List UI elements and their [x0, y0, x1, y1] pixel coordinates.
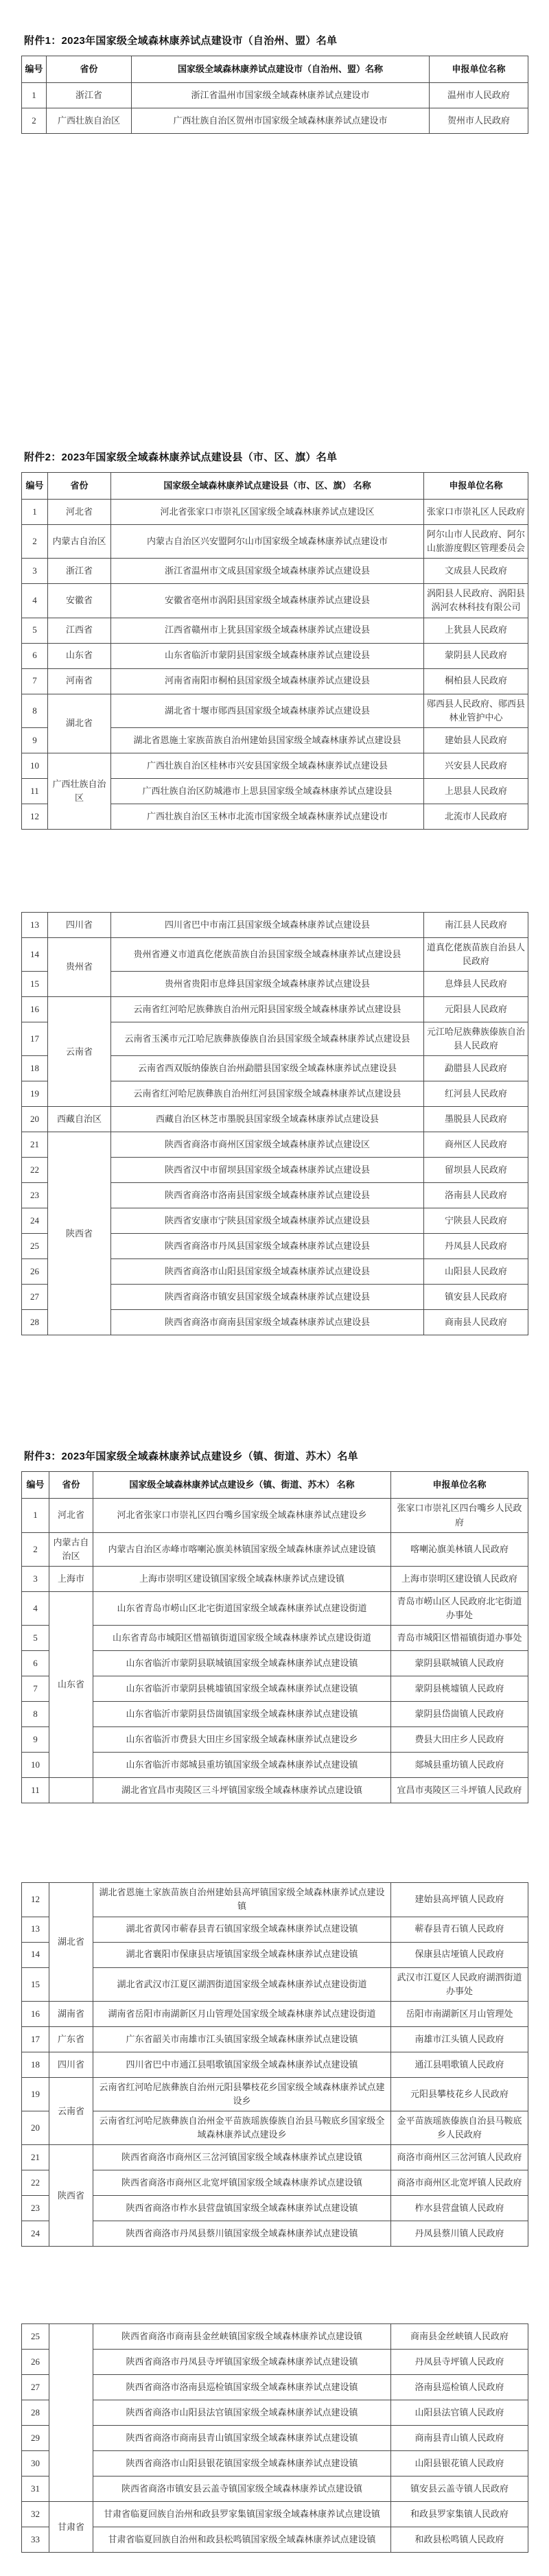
unit-name-cell: 岳阳市南湖新区月山管理处 — [391, 2001, 528, 2026]
table-row — [22, 1676, 528, 1702]
col-header-unit: 申报单位名称 — [391, 1472, 528, 1499]
table-row — [22, 1132, 528, 1158]
col-header-site-name: 国家级全域森林康养试点建设县（市、区、旗） 名称 — [111, 473, 424, 500]
unit-name-cell: 费县大田庄乡人民政府 — [391, 1727, 528, 1753]
table-row — [22, 2375, 528, 2400]
table-row — [22, 2196, 528, 2221]
unit-name-cell: 北流市人民政府 — [424, 804, 528, 829]
row-number-cell: 3 — [22, 1566, 49, 1591]
attachment2-title: 附件2：2023年国家级全域森林康养试点建设县（市、区、旗）名单 — [24, 452, 338, 463]
unit-name-cell: 蕲春县青石镇人民政府 — [391, 1917, 528, 1942]
row-number-cell: 23 — [22, 1183, 48, 1208]
site-name-cell: 云南省红河哈尼族彝族自治州元阳县国家级全域森林康养试点建设县 — [111, 997, 424, 1022]
attachment3-section-page1 — [21, 1449, 528, 1803]
table-row — [22, 1626, 528, 1651]
site-name-cell: 浙江省温州市国家级全域森林康养试点建设市 — [132, 83, 430, 108]
row-number-cell: 7 — [22, 1676, 49, 1702]
province-cell: 内蒙古自治区 — [49, 1532, 93, 1566]
col-header-unit: 申报单位名称 — [424, 473, 528, 500]
table-row — [22, 618, 528, 643]
site-name-cell: 湖北省十堰市郧西县国家级全域森林康养试点建设县 — [111, 694, 424, 727]
attachment3-table-page1 — [21, 1471, 528, 1803]
site-name-cell: 甘肃省临夏回族自治州和政县罗家集镇国家级全域森林康养试点建设镇 — [93, 2502, 391, 2527]
row-number-cell: 6 — [22, 643, 48, 668]
province-cell: 内蒙古自治区 — [48, 525, 111, 559]
table-row — [22, 2111, 528, 2145]
site-name-cell: 浙江省温州市文成县国家级全域森林康养试点建设县 — [111, 559, 424, 584]
attachment3-title: 附件3：2023年国家级全域森林康养试点建设乡（镇、街道、苏木）名单 — [24, 1451, 358, 1463]
province-cell: 广东省 — [49, 2026, 93, 2052]
province-cell: 河北省 — [49, 1499, 93, 1532]
table-row — [22, 937, 528, 971]
unit-name-cell: 和政县松鸣镇人民政府 — [391, 2527, 528, 2553]
province-cell: 河北省 — [48, 500, 111, 525]
site-name-cell: 云南省红河哈尼族彝族自治州元阳县攀枝花乡国家级全域森林康养试点建设乡 — [93, 2077, 391, 2111]
province-cell: 湖南省 — [49, 2001, 93, 2026]
row-number-cell: 11 — [22, 1778, 49, 1803]
unit-name-cell: 商洛市商州区三岔河镇人民政府 — [391, 2145, 528, 2170]
table-row — [22, 668, 528, 694]
header-row — [22, 1472, 528, 1499]
province-cell — [49, 2324, 93, 2502]
row-number-cell: 2 — [22, 525, 48, 559]
unit-name-cell: 洛南县巡检镇人民政府 — [391, 2375, 528, 2400]
unit-name-cell: 上思县人民政府 — [424, 778, 528, 804]
unit-name-cell: 保康县店垭镇人民政府 — [391, 1942, 528, 1967]
row-number-cell: 14 — [22, 937, 48, 971]
row-number-cell: 32 — [22, 2502, 49, 2527]
attachment1-table — [21, 56, 528, 134]
row-number-cell: 16 — [22, 2001, 49, 2026]
table-row — [22, 2077, 528, 2111]
col-header-province: 省份 — [48, 473, 111, 500]
table-row — [22, 2400, 528, 2426]
site-name-cell: 云南省玉溪市元江哈尼族彝族傣族自治县国家级全域森林康养试点建设县 — [111, 1022, 424, 1056]
site-name-cell: 甘肃省临夏回族自治州和政县松鸣镇国家级全域森林康养试点建设镇 — [93, 2527, 391, 2553]
attachment3-section-page3 — [21, 2323, 528, 2553]
table-row — [22, 2502, 528, 2527]
unit-name-cell: 宜昌市夷陵区三斗坪镇人民政府 — [391, 1778, 528, 1803]
row-number-cell: 30 — [22, 2451, 49, 2477]
row-number-cell: 3 — [22, 559, 48, 584]
row-number-cell: 15 — [22, 1967, 49, 2001]
unit-name-cell: 商南县人民政府 — [424, 1310, 528, 1335]
table-row — [22, 1499, 528, 1532]
province-cell: 浙江省 — [47, 83, 132, 108]
row-number-cell: 10 — [22, 1753, 49, 1778]
province-cell: 陕西省 — [49, 2145, 93, 2247]
unit-name-cell: 墨脱县人民政府 — [424, 1107, 528, 1132]
row-number-cell: 2 — [22, 1532, 49, 1566]
row-number-cell: 8 — [22, 694, 48, 727]
site-name-cell: 云南省红河哈尼族彝族自治州金平苗族瑶族傣族自治县马鞍底乡国家级全域森林康养试点建设乡 — [93, 2111, 391, 2145]
row-number-cell: 22 — [22, 1158, 48, 1183]
table-row — [22, 1778, 528, 1803]
unit-name-cell: 武汉市江夏区人民政府湖泗街道办事处 — [391, 1967, 528, 2001]
site-name-cell: 陕西省商洛市镇安县国家级全域森林康养试点建设县 — [111, 1285, 424, 1310]
row-number-cell: 15 — [22, 972, 48, 997]
row-number-cell: 10 — [22, 753, 48, 778]
table-row — [22, 2350, 528, 2375]
site-name-cell: 广西壮族自治区贺州市国家级全域森林康养试点建设市 — [132, 108, 430, 134]
province-cell: 河南省 — [48, 668, 111, 694]
unit-name-cell: 文成县人民政府 — [424, 559, 528, 584]
unit-name-cell: 镇安县人民政府 — [424, 1285, 528, 1310]
province-cell: 广西壮族自治区 — [48, 753, 111, 829]
row-number-cell: 28 — [22, 2400, 49, 2426]
province-cell: 安徽省 — [48, 584, 111, 618]
row-number-cell: 21 — [22, 1132, 48, 1158]
table-row — [22, 500, 528, 525]
table-row — [22, 1702, 528, 1727]
site-name-cell: 陕西省商洛市柞水县营盘镇国家级全域森林康养试点建设镇 — [93, 2196, 391, 2221]
row-number-cell: 20 — [22, 2111, 49, 2145]
unit-name-cell: 上犹县人民政府 — [424, 618, 528, 643]
row-number-cell: 6 — [22, 1651, 49, 1676]
province-cell: 广西壮族自治区 — [47, 108, 132, 134]
attachment3-table-page2 — [21, 1882, 528, 2247]
row-number-cell: 12 — [22, 804, 48, 829]
row-number-cell: 12 — [22, 1883, 49, 1917]
row-number-cell: 18 — [22, 1056, 48, 1081]
site-name-cell: 陕西省商洛市商南县金丝峡镇国家级全域森林康养试点建设镇 — [93, 2324, 391, 2350]
unit-name-cell: 息烽县人民政府 — [424, 972, 528, 997]
table-row — [22, 2001, 528, 2026]
site-name-cell: 陕西省商洛市商州区北宽坪镇国家级全域森林康养试点建设镇 — [93, 2170, 391, 2196]
row-number-cell: 24 — [22, 1208, 48, 1234]
row-number-cell: 23 — [22, 2196, 49, 2221]
unit-name-cell: 青岛市城阳区惜福镇街道办事处 — [391, 1626, 528, 1651]
site-name-cell: 湖南省岳阳市南湖新区月山管理处国家级全域森林康养试点建设街道 — [93, 2001, 391, 2026]
unit-name-cell: 丹凤县蔡川镇人民政府 — [391, 2221, 528, 2247]
unit-name-cell: 商南县金丝峡镇人民政府 — [391, 2324, 528, 2350]
row-number-cell: 29 — [22, 2426, 49, 2451]
site-name-cell: 内蒙古自治区赤峰市喀喇沁旗美林镇国家级全域森林康养试点建设镇 — [93, 1532, 391, 1566]
row-number-cell: 1 — [22, 1499, 49, 1532]
site-name-cell: 陕西省安康市宁陕县国家级全域森林康养试点建设县 — [111, 1208, 424, 1234]
site-name-cell: 河北省张家口市崇礼区四台嘴乡国家级全域森林康养试点建设乡 — [93, 1499, 391, 1532]
attachment3-table-page3 — [21, 2323, 528, 2553]
attachment2-section-page1 — [21, 449, 528, 830]
unit-name-cell: 山阳县人民政府 — [424, 1259, 528, 1285]
unit-name-cell: 通江县唱歌镇人民政府 — [391, 2052, 528, 2077]
col-header-province: 省份 — [49, 1472, 93, 1499]
site-name-cell: 内蒙古自治区兴安盟阿尔山市国家级全域森林康养试点建设市 — [111, 525, 424, 559]
col-header-site-name: 国家级全域森林康养试点建设市（自治州、盟）名称 — [132, 56, 430, 83]
table-row — [22, 2052, 528, 2077]
unit-name-cell: 喀喇沁旗美林镇人民政府 — [391, 1532, 528, 1566]
unit-name-cell: 张家口市崇礼区人民政府 — [424, 500, 528, 525]
table-row — [22, 2527, 528, 2553]
table-row — [22, 1651, 528, 1676]
site-name-cell: 云南省红河哈尼族彝族自治州红河县国家级全域森林康养试点建设县 — [111, 1081, 424, 1107]
attachment2-section-page2 — [21, 912, 528, 1336]
unit-name-cell: 元阳县人民政府 — [424, 997, 528, 1022]
unit-name-cell: 元江哈尼族彝族傣族自治县人民政府 — [424, 1022, 528, 1056]
site-name-cell: 山东省青岛市崂山区北宅街道国家级全域森林康养试点建设街道 — [93, 1591, 391, 1625]
province-cell: 江西省 — [48, 618, 111, 643]
site-name-cell: 山东省临沂市郯城县重坊镇国家级全域森林康养试点建设镇 — [93, 1753, 391, 1778]
site-name-cell: 西藏自治区林芝市墨脱县国家级全域森林康养试点建设县 — [111, 1107, 424, 1132]
province-cell: 贵州省 — [48, 937, 111, 996]
province-cell — [49, 1778, 93, 1803]
unit-name-cell: 建始县高坪镇人民政府 — [391, 1883, 528, 1917]
table-row — [22, 1917, 528, 1942]
site-name-cell: 湖北省襄阳市保康县店垭镇国家级全域森林康养试点建设镇 — [93, 1942, 391, 1967]
unit-name-cell: 红河县人民政府 — [424, 1081, 528, 1107]
site-name-cell: 江西省赣州市上犹县国家级全域森林康养试点建设县 — [111, 618, 424, 643]
unit-name-cell: 涡阳县人民政府、涡阳县涡河农林科技有限公司 — [424, 584, 528, 618]
table-row — [22, 584, 528, 618]
province-cell: 陕西省 — [48, 1132, 111, 1335]
table-row — [22, 1591, 528, 1625]
row-number-cell: 5 — [22, 1626, 49, 1651]
attachment1-title: 附件1：2023年国家级全域森林康养试点建设市（自治州、盟）名单 — [24, 35, 338, 47]
attachment2-table-page1 — [21, 472, 528, 830]
row-number-cell: 1 — [22, 83, 47, 108]
site-name-cell: 河北省张家口市崇礼区国家级全域森林康养试点建设区 — [111, 500, 424, 525]
site-name-cell: 广西壮族自治区桂林市兴安县国家级全域森林康养试点建设县 — [111, 753, 424, 778]
table-row — [22, 1566, 528, 1591]
site-name-cell: 四川省巴中市通江县唱歌镇国家级全域森林康养试点建设镇 — [93, 2052, 391, 2077]
province-cell: 四川省 — [48, 912, 111, 937]
province-cell: 湖北省 — [49, 1883, 93, 2002]
table-row — [22, 1967, 528, 2001]
province-cell: 四川省 — [49, 2052, 93, 2077]
table-row — [22, 525, 528, 559]
col-header-province: 省份 — [47, 56, 132, 83]
row-number-cell: 25 — [22, 1234, 48, 1259]
site-name-cell: 山东省临沂市蒙阴县国家级全域森林康养试点建设县 — [111, 643, 424, 668]
unit-name-cell: 道真仡佬族苗族自治县人民政府 — [424, 937, 528, 971]
site-name-cell: 陕西省商洛市商南县青山镇国家级全域森林康养试点建设镇 — [93, 2426, 391, 2451]
table-row — [22, 2221, 528, 2247]
unit-name-cell: 温州市人民政府 — [430, 83, 528, 108]
col-header-site-name: 国家级全域森林康养试点建设乡（镇、街道、苏木） 名称 — [93, 1472, 391, 1499]
unit-name-cell: 郧西县人民政府、郧西县林业管护中心 — [424, 694, 528, 727]
row-number-cell: 7 — [22, 668, 48, 694]
site-name-cell: 陕西省汉中市留坝县国家级全域森林康养试点建设县 — [111, 1158, 424, 1183]
unit-name-cell: 蒙阴县桃墟镇人民政府 — [391, 1676, 528, 1702]
site-name-cell: 湖北省恩施土家族苗族自治州建始县国家级全域森林康养试点建设县 — [111, 727, 424, 753]
site-name-cell: 陕西省商洛市洛南县巡检镇国家级全域森林康养试点建设镇 — [93, 2375, 391, 2400]
row-number-cell: 28 — [22, 1310, 48, 1335]
unit-name-cell: 贺州市人民政府 — [430, 108, 528, 134]
site-name-cell: 云南省西双版纳傣族自治州勐腊县国家级全域森林康养试点建设县 — [111, 1056, 424, 1081]
row-number-cell: 9 — [22, 1727, 49, 1753]
row-number-cell: 13 — [22, 912, 48, 937]
unit-name-cell: 元阳县攀枝花乡人民政府 — [391, 2077, 528, 2111]
unit-name-cell: 蒙阴县人民政府 — [424, 643, 528, 668]
table-row — [22, 2145, 528, 2170]
table-row — [22, 559, 528, 584]
table-row — [22, 1727, 528, 1753]
site-name-cell: 陕西省商洛市山阳县银花镇国家级全域森林康养试点建设镇 — [93, 2451, 391, 2477]
site-name-cell: 安徽省亳州市涡阳县国家级全域森林康养试点建设县 — [111, 584, 424, 618]
row-number-cell: 14 — [22, 1942, 49, 1967]
unit-name-cell: 兴安县人民政府 — [424, 753, 528, 778]
row-number-cell: 1 — [22, 500, 48, 525]
row-number-cell: 17 — [22, 2026, 49, 2052]
row-number-cell: 8 — [22, 1702, 49, 1727]
site-name-cell: 广东省韶关市南雄市江头镇国家级全域森林康养试点建设镇 — [93, 2026, 391, 2052]
site-name-cell: 山东省临沂市蒙阴县联城镇国家级全域森林康养试点建设镇 — [93, 1651, 391, 1676]
site-name-cell: 湖北省黄冈市蕲春县青石镇国家级全域森林康养试点建设镇 — [93, 1917, 391, 1942]
row-number-cell: 9 — [22, 727, 48, 753]
row-number-cell: 19 — [22, 1081, 48, 1107]
row-number-cell: 2 — [22, 108, 47, 134]
site-name-cell: 陕西省商洛市洛南县国家级全域森林康养试点建设县 — [111, 1183, 424, 1208]
site-name-cell: 湖北省武汉市江夏区湖泗街道国家级全域森林康养试点建设街道 — [93, 1967, 391, 2001]
table-row — [22, 1942, 528, 1967]
site-name-cell: 贵州省贵阳市息烽县国家级全域森林康养试点建设县 — [111, 972, 424, 997]
table-row — [22, 108, 528, 134]
table-row — [22, 753, 528, 778]
site-name-cell: 山东省临沂市蒙阴县桃墟镇国家级全域森林康养试点建设镇 — [93, 1676, 391, 1702]
table-row — [22, 1753, 528, 1778]
unit-name-cell: 山阳县法官镇人民政府 — [391, 2400, 528, 2426]
unit-name-cell: 青岛市崂山区人民政府北宅街道办事处 — [391, 1591, 528, 1625]
attachment2-table-page2 — [21, 912, 528, 1336]
site-name-cell: 上海市崇明区建设镇国家级全域森林康养试点建设镇 — [93, 1566, 391, 1591]
site-name-cell: 四川省巴中市南江县国家级全域森林康养试点建设县 — [111, 912, 424, 937]
row-number-cell: 31 — [22, 2477, 49, 2502]
site-name-cell: 山东省青岛市城阳区惜福镇街道国家级全域森林康养试点建设街道 — [93, 1626, 391, 1651]
table-row — [22, 1532, 528, 1566]
unit-name-cell: 柞水县营盘镇人民政府 — [391, 2196, 528, 2221]
table-row — [22, 643, 528, 668]
table-row — [22, 2026, 528, 2052]
row-number-cell: 19 — [22, 2077, 49, 2111]
row-number-cell: 16 — [22, 997, 48, 1022]
province-cell: 山东省 — [49, 1591, 93, 1777]
row-number-cell: 21 — [22, 2145, 49, 2170]
site-name-cell: 广西壮族自治区玉林市北流市国家级全域森林康养试点建设市 — [111, 804, 424, 829]
row-number-cell: 13 — [22, 1917, 49, 1942]
row-number-cell: 25 — [22, 2324, 49, 2350]
table-row — [22, 997, 528, 1022]
site-name-cell: 山东省临沂市蒙阴县岱崮镇国家级全域森林康养试点建设镇 — [93, 1702, 391, 1727]
unit-name-cell: 桐柏县人民政府 — [424, 668, 528, 694]
row-number-cell: 18 — [22, 2052, 49, 2077]
unit-name-cell: 商南县青山镇人民政府 — [391, 2426, 528, 2451]
province-cell: 云南省 — [49, 2077, 93, 2145]
table-row — [22, 1883, 528, 1917]
unit-name-cell: 勐腊县人民政府 — [424, 1056, 528, 1081]
table-row — [22, 2477, 528, 2502]
table-row — [22, 2324, 528, 2350]
unit-name-cell: 丹凤县人民政府 — [424, 1234, 528, 1259]
unit-name-cell: 郯城县重坊镇人民政府 — [391, 1753, 528, 1778]
row-number-cell: 20 — [22, 1107, 48, 1132]
site-name-cell: 陕西省商洛市商州区三岔河镇国家级全域森林康养试点建设镇 — [93, 2145, 391, 2170]
site-name-cell: 贵州省遵义市道真仡佬族苗族自治县国家级全域森林康养试点建设县 — [111, 937, 424, 971]
unit-name-cell: 丹凤县寺坪镇人民政府 — [391, 2350, 528, 2375]
unit-name-cell: 南雄市江头镇人民政府 — [391, 2026, 528, 2052]
col-header-number: 编号 — [22, 473, 48, 500]
row-number-cell: 33 — [22, 2527, 49, 2553]
row-number-cell: 26 — [22, 1259, 48, 1285]
province-cell: 云南省 — [48, 997, 111, 1107]
unit-name-cell: 南江县人民政府 — [424, 912, 528, 937]
header-row — [22, 56, 528, 83]
unit-name-cell: 山阳县银花镇人民政府 — [391, 2451, 528, 2477]
site-name-cell: 陕西省商洛市丹凤县寺坪镇国家级全域森林康养试点建设镇 — [93, 2350, 391, 2375]
site-name-cell: 陕西省商洛市丹凤县蔡川镇国家级全域森林康养试点建设镇 — [93, 2221, 391, 2247]
col-header-number: 编号 — [22, 1472, 49, 1499]
province-cell: 甘肃省 — [49, 2502, 93, 2553]
col-header-number: 编号 — [22, 56, 47, 83]
row-number-cell: 17 — [22, 1022, 48, 1056]
unit-name-cell: 商洛市商州区北宽坪镇人民政府 — [391, 2170, 528, 2196]
site-name-cell: 湖北省宜昌市夷陵区三斗坪镇国家级全域森林康养试点建设镇 — [93, 1778, 391, 1803]
table-row — [22, 694, 528, 727]
row-number-cell: 4 — [22, 1591, 49, 1625]
row-number-cell: 4 — [22, 584, 48, 618]
table-row — [22, 2451, 528, 2477]
header-row — [22, 473, 528, 500]
site-name-cell: 陕西省商洛市山阳县法官镇国家级全域森林康养试点建设镇 — [93, 2400, 391, 2426]
province-cell: 山东省 — [48, 643, 111, 668]
unit-name-cell: 蒙阴县岱崮镇人民政府 — [391, 1702, 528, 1727]
row-number-cell: 22 — [22, 2170, 49, 2196]
row-number-cell: 5 — [22, 618, 48, 643]
unit-name-cell: 金平苗族瑶族傣族自治县马鞍底乡人民政府 — [391, 2111, 528, 2145]
table-row — [22, 2170, 528, 2196]
attachment1-section — [21, 33, 528, 134]
unit-name-cell: 洛南县人民政府 — [424, 1183, 528, 1208]
site-name-cell: 广西壮族自治区防城港市上思县国家级全域森林康养试点建设县 — [111, 778, 424, 804]
site-name-cell: 山东省临沂市费县大田庄乡国家级全域森林康养试点建设乡 — [93, 1727, 391, 1753]
unit-name-cell: 和政县罗家集镇人民政府 — [391, 2502, 528, 2527]
unit-name-cell: 建始县人民政府 — [424, 727, 528, 753]
province-cell: 浙江省 — [48, 559, 111, 584]
table-row — [22, 2426, 528, 2451]
site-name-cell: 湖北省恩施土家族苗族自治州建始县高坪镇国家级全域森林康养试点建设镇 — [93, 1883, 391, 1917]
province-cell: 西藏自治区 — [48, 1107, 111, 1132]
unit-name-cell: 留坝县人民政府 — [424, 1158, 528, 1183]
unit-name-cell: 宁陕县人民政府 — [424, 1208, 528, 1234]
unit-name-cell: 上海市崇明区建设镇人民政府 — [391, 1566, 528, 1591]
row-number-cell: 26 — [22, 2350, 49, 2375]
unit-name-cell: 阿尔山市人民政府、阿尔山旅游度假区管理委员会 — [424, 525, 528, 559]
table-row — [22, 912, 528, 937]
col-header-unit: 申报单位名称 — [430, 56, 528, 83]
row-number-cell: 27 — [22, 2375, 49, 2400]
province-cell: 湖北省 — [48, 694, 111, 753]
row-number-cell: 11 — [22, 778, 48, 804]
table-row — [22, 1107, 528, 1132]
unit-name-cell: 张家口市崇礼区四台嘴乡人民政府 — [391, 1499, 528, 1532]
unit-name-cell: 蒙阴县联城镇人民政府 — [391, 1651, 528, 1676]
table-row — [22, 83, 528, 108]
unit-name-cell: 镇安县云盖寺镇人民政府 — [391, 2477, 528, 2502]
row-number-cell: 24 — [22, 2221, 49, 2247]
site-name-cell: 陕西省商洛市商南县国家级全域森林康养试点建设县 — [111, 1310, 424, 1335]
site-name-cell: 陕西省商洛市山阳县国家级全域森林康养试点建设县 — [111, 1259, 424, 1285]
row-number-cell: 27 — [22, 1285, 48, 1310]
site-name-cell: 陕西省商洛市丹凤县国家级全域森林康养试点建设县 — [111, 1234, 424, 1259]
site-name-cell: 陕西省商洛市镇安县云盖寺镇国家级全域森林康养试点建设镇 — [93, 2477, 391, 2502]
unit-name-cell: 商州区人民政府 — [424, 1132, 528, 1158]
attachment3-section-page2 — [21, 1882, 528, 2247]
province-cell: 上海市 — [49, 1566, 93, 1591]
site-name-cell: 河南省南阳市桐柏县国家级全域森林康养试点建设县 — [111, 668, 424, 694]
site-name-cell: 陕西省商洛市商州区国家级全域森林康养试点建设区 — [111, 1132, 424, 1158]
